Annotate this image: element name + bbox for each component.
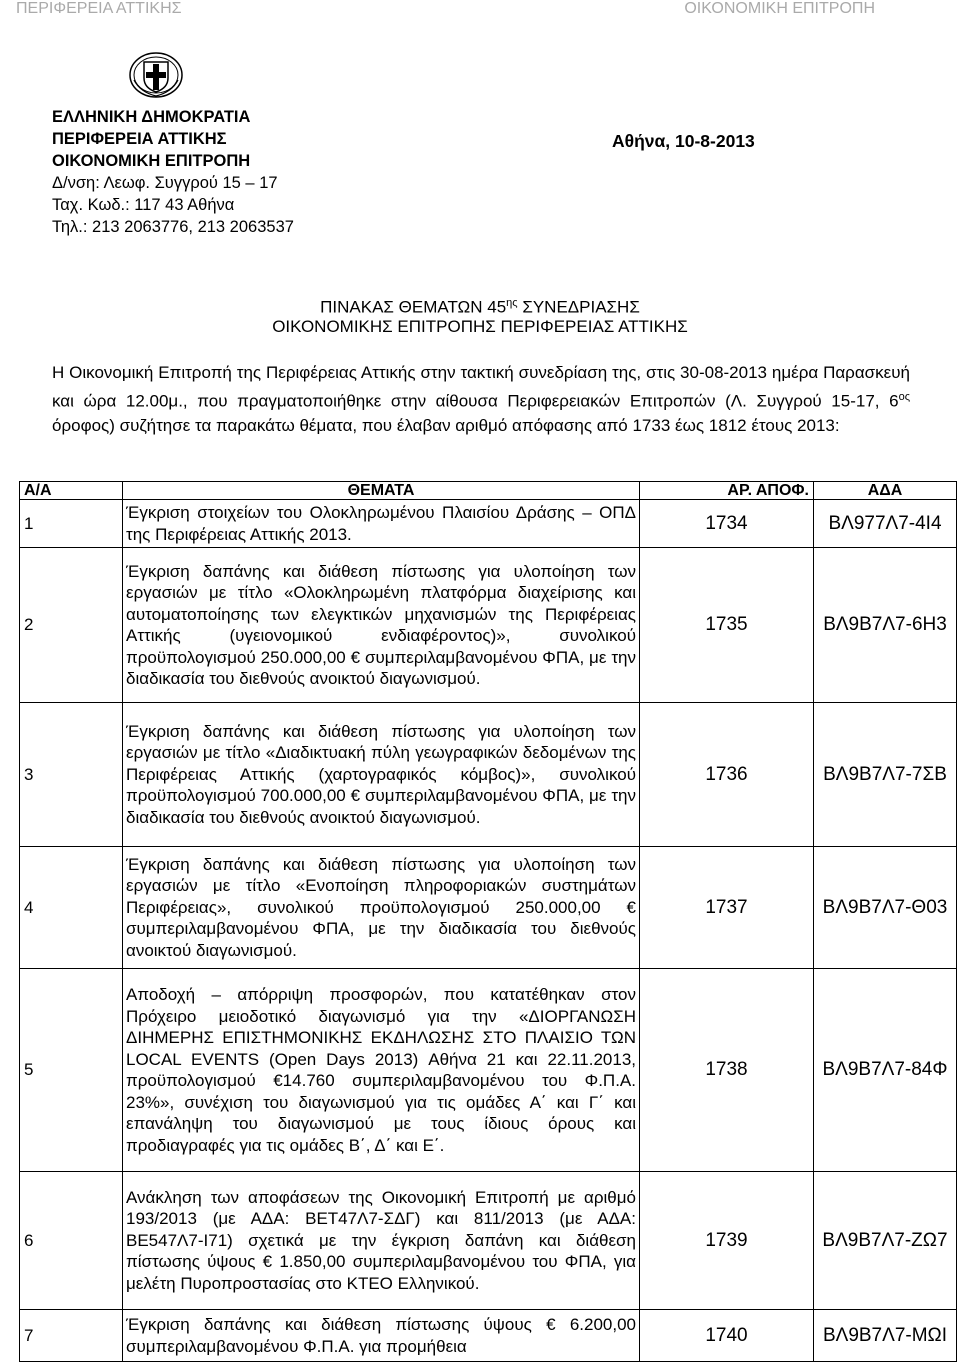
row-number: 4	[20, 847, 123, 969]
row-subject: Έγκριση δαπάνης και διάθεση πίστωσης για υλοποίηση των εργασιών με τίτλο «Ολοκληρωμένη πλατφόρμα διαχείρισης και αυτοματοποίησης των ελεγκτικών μηχανισμών της Περιφέρειας Αττικής (υγειονομικού ενδιαφέροντος)», συνολικού προϋπολογισμού 250.000,00 € συμπεριλαμβανομένου ΦΠΑ, με την διαδικασία του διεθνούς ανοικτού διαγωνισμού.	[123, 548, 640, 703]
row-decision-number: 1734	[640, 500, 814, 548]
row-ada: ΒΛ9Β7Λ7-7ΣΒ	[814, 703, 957, 847]
org-committee: ΟΙΚΟΝΟΜΙΚΗ ΕΠΙΤΡΟΠΗ	[52, 152, 251, 170]
header-region-name: ΠΕΡΙΦΕΡΕΙΑ ΑΤΤΙΚΗΣ	[16, 0, 182, 17]
org-region: ΠΕΡΙΦΕΡΕΙΑ ΑΤΤΙΚΗΣ	[52, 130, 227, 148]
row-number: 3	[20, 703, 123, 847]
row-number: 5	[20, 969, 123, 1172]
intro-text-part2: όροφος) συζήτησε τα παρακάτω θέματα, που έλαβαν αριθμό απόφασης από 1733 έως 1812 έτους 2013:	[52, 415, 840, 435]
row-subject: Έγκριση στοιχείων του Ολοκληρωμένου Πλαισίου Δράσης – ΟΠΔ της Περιφέρειας Αττικής 2013.	[123, 500, 640, 548]
org-phone: Τηλ.: 213 2063776, 213 2063537	[52, 218, 294, 236]
header-committee-name: ΟΙΚΟΝΟΜΙΚΗ ΕΠΙΤΡΟΠΗ	[684, 0, 875, 17]
row-number: 6	[20, 1172, 123, 1310]
running-header	[0, 0, 960, 20]
row-decision-number: 1740	[640, 1310, 814, 1362]
row-decision-number: 1737	[640, 847, 814, 969]
table-row	[20, 969, 957, 1172]
row-ada: ΒΛ9Β7Λ7-ΜΩΙ	[814, 1310, 957, 1362]
row-ada: ΒΛ9Β7Λ7-84Φ	[814, 969, 957, 1172]
row-subject: Έγκριση δαπάνης και διάθεση πίστωσης ύψους € 6.200,00 συμπεριλαμβανομένου Φ.Π.Α. για προμήθεια	[123, 1310, 640, 1362]
row-decision-number: 1738	[640, 969, 814, 1172]
table-header-row	[20, 482, 957, 500]
intro-text-part1: Η Οικονομική Επιτροπή της Περιφέρειας Αττικής στην τακτική συνεδρίαση της, στις 30-08-2013 ημέρα Παρασκευή και ώρα 12.00μ., που πραγματοποιήθηκε στην αίθουσα Περιφερειακών Επιτροπών (Λ. Συγγρού 15-17, 6	[52, 363, 910, 411]
row-number: 7	[20, 1310, 123, 1362]
table-row	[20, 847, 957, 969]
title-prefix: ΠΙΝΑΚΑΣ ΘΕΜΑΤΩΝ 45	[320, 297, 507, 317]
title-suffix: ΣΥΝΕΔΡΙΑΣΗΣ	[517, 297, 640, 317]
row-decision-number: 1736	[640, 703, 814, 847]
document-date: Αθήνα, 10-8-2013	[612, 131, 755, 151]
greek-coat-of-arms-icon	[126, 50, 186, 100]
row-ada: ΒΛ977Λ7-4Ι4	[814, 500, 957, 548]
org-postcode: Ταχ. Κωδ.: 117 43 Αθήνα	[52, 196, 235, 214]
org-address: Δ/νση: Λεωφ. Συγγρού 15 – 17	[52, 174, 278, 192]
row-subject: Έγκριση δαπάνης και διάθεση πίστωσης για υλοποίηση των εργασιών με τίτλο «Ενοποίηση πληροφοριακών συστημάτων Περιφέρειας», συνολικού προϋπολογισμού 250.000,00 € συμπεριλαμβανομένου ΦΠΑ, με την διαδικασία του διεθνούς ανοικτού διαγωνισμού.	[123, 847, 640, 969]
table-row	[20, 1172, 957, 1310]
org-country: ΕΛΛΗΝΙΚΗ ΔΗΜΟΚΡΑΤΙΑ	[52, 108, 251, 126]
row-decision-number: 1739	[640, 1172, 814, 1310]
row-subject: Αποδοχή – απόρριψη προσφορών, που κατατέθηκαν στον Πρόχειρο μειοδοτικό διαγωνισμό για την «ΔΙΟΡΓΑΝΩΣΗ ΔΙΗΜΕΡΗΣ ΕΠΙΣΤΗΜΟΝΙΚΗΣ ΕΚΔΗΛΩΣΗΣ ΣΤΟ ΠΛΑΙΣΙΟ ΤΩΝ LOCAL EVENTS (Open Days 2013) Αθήνα 21 και 22.11.2013, προϋπολογισμού €14.760 συμπεριλαμβανομένου του Φ.Π.Α. 23%», συνέχιση του διαγωνισμού για τις ομάδες Α΄ και Γ΄ και επανάληψη του διαγωνισμού με τους ίδιους όρους και προδιαγραφές για τις ομάδες Β΄, Δ΄ και Ε΄.	[123, 969, 640, 1172]
table-row	[20, 548, 957, 703]
col-header-number: Α/Α	[20, 482, 123, 500]
row-subject: Έγκριση δαπάνης και διάθεση πίστωσης για υλοποίηση των εργασιών με τίτλο «Διαδικτυακή πύλη γεωγραφικών δεδομένων της Περιφέρειας Αττικής (χαρτογραφικός κόμβος)», συνολικού προϋπολογισμού 700.000,00 € συμπεριλαμβανομένου ΦΠΑ, με την διαδικασία του διεθνούς ανοικτού διαγωνισμού.	[123, 703, 640, 847]
intro-paragraph	[52, 361, 910, 438]
intro-ordinal-suffix: ος	[898, 391, 910, 403]
agenda-table	[19, 481, 957, 1362]
col-header-topics: ΘΕΜΑΤΑ	[123, 482, 640, 500]
row-number: 1	[20, 500, 123, 548]
agenda-title-line2: ΟΙΚΟΝΟΜΙΚΗΣ ΕΠΙΤΡΟΠΗΣ ΠΕΡΙΦΕΡΕΙΑΣ ΑΤΤΙΚΗΣ	[272, 317, 688, 336]
sender-address-block	[52, 106, 294, 238]
table-row	[20, 500, 957, 548]
row-ada: ΒΛ9Β7Λ7-ΖΩ7	[814, 1172, 957, 1310]
row-decision-number: 1735	[640, 548, 814, 703]
row-ada: ΒΛ9Β7Λ7-Θ03	[814, 847, 957, 969]
table-row	[20, 703, 957, 847]
title-ordinal-suffix: ης	[506, 297, 518, 309]
table-row	[20, 1310, 957, 1362]
row-ada: ΒΛ9Β7Λ7-6Η3	[814, 548, 957, 703]
col-header-ada: ΑΔΑ	[814, 482, 957, 500]
col-header-decision-number: ΑΡ. ΑΠΟΦ.	[640, 482, 814, 500]
row-number: 2	[20, 548, 123, 703]
row-subject: Ανάκληση των αποφάσεων της Οικονομική Επιτροπή με αριθμό 193/2013 (με ΑΔΑ: ΒΕΤ47Λ7-ΣΔΓ) και 811/2013 (με ΑΔΑ: ΒΕ547Λ7-Ι71) σχετικά με την έγκριση δαπάνη και διάθεση πίστωσης ύψους € 1.850,00 συμπεριλαμβανομένου του ΦΠΑ, για μελέτη Πυροπροστασίας στο ΚΤΕΟ Ελληνικού.	[123, 1172, 640, 1310]
